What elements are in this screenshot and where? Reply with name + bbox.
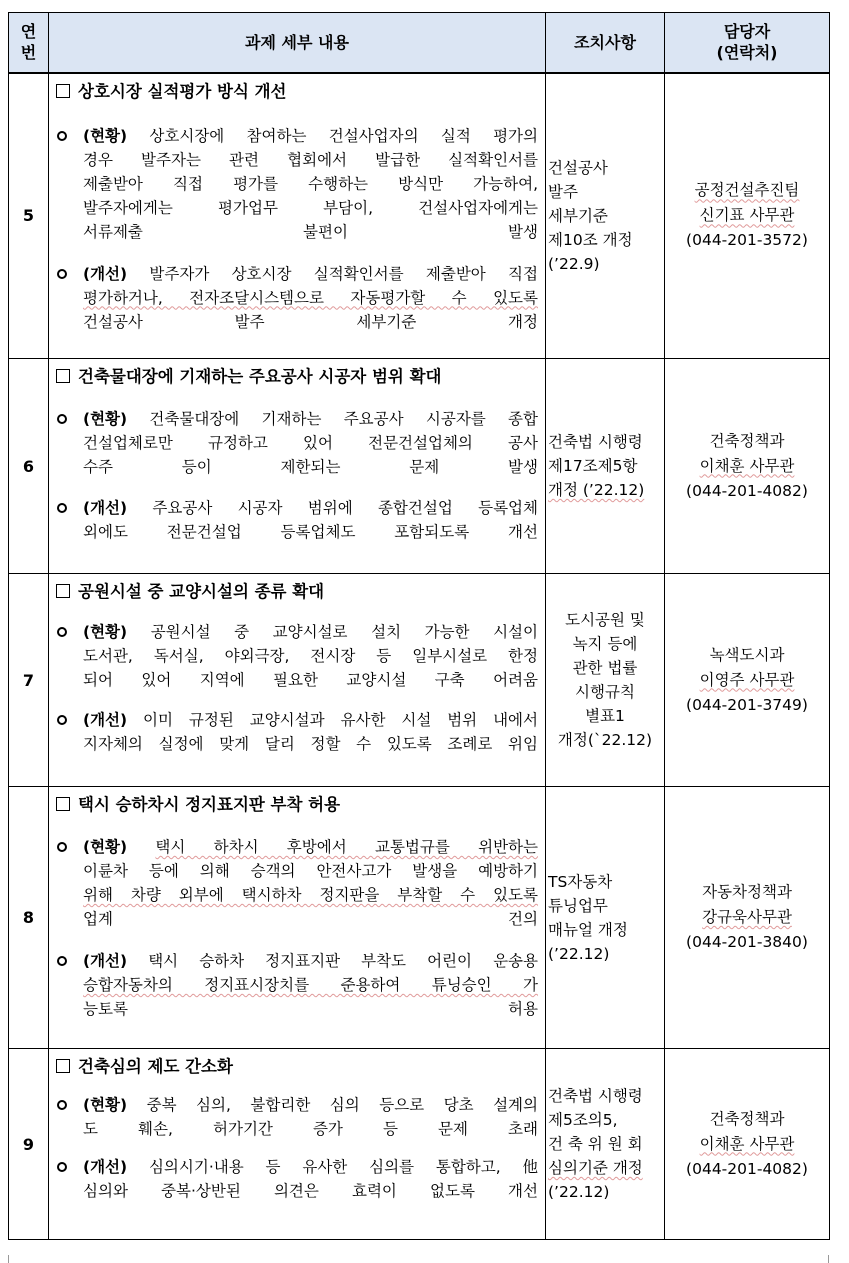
action-line: 건 축 위 원 회: [548, 1135, 643, 1153]
action-line: 제10조 개정: [548, 230, 633, 249]
improve-label: (개선): [83, 711, 128, 729]
improve-line: 평가하거나, 전자조달시스템으로 자동평가할 수 있도록: [83, 288, 538, 307]
checkbox-square-icon: [56, 584, 70, 598]
improvement-bullet: [55, 1155, 538, 1203]
contact-line: (044-201-4082): [686, 1159, 808, 1178]
action-line: TS자동차: [548, 872, 613, 891]
row-number: 8: [9, 787, 49, 1049]
task-detail: [49, 359, 546, 574]
improvement-bullet: [55, 262, 538, 334]
action-line: 매뉴얼 개정: [548, 920, 628, 939]
task-detail: [49, 73, 546, 359]
action-line: 건축법 시행령: [548, 433, 643, 451]
improve-label: (개선): [83, 952, 128, 970]
header-detail: 과제 세부 내용: [49, 13, 546, 73]
task-title: [55, 365, 538, 389]
contact-cell: [665, 73, 830, 359]
improvement-bullet: [55, 496, 538, 544]
table-header-row: [9, 13, 830, 73]
action-line: 건설공사: [548, 158, 608, 177]
contact-line: 이채훈 사무관: [699, 1134, 795, 1153]
contact-line: 건축정책과: [709, 431, 785, 450]
task-title: [55, 580, 538, 604]
improve-line: 주요공사 시공자 범위에 종합건설업 등록업체: [152, 499, 538, 517]
current-line: 상호시장에 참여하는 건설사업자의 실적 평가의: [149, 126, 538, 145]
header-no: 연 번: [9, 13, 49, 73]
header-contact: 담당자 (연락처): [665, 13, 830, 73]
current-label: (현황): [83, 623, 128, 641]
current-line: 공원시설 중 교양시설로 설치 가능한 시설이: [150, 623, 538, 641]
action-cell: [546, 574, 665, 787]
contact-line: 강규욱사무관: [702, 908, 792, 926]
action-cell: [546, 787, 665, 1049]
action-line: (’22.12): [548, 1183, 610, 1201]
improve-line: 심의와 중복·상반된 의견은 효력이 없도록 개선: [83, 1182, 538, 1200]
task-title-text: 공원시설 중 교양시설의 종류 확대: [78, 582, 325, 601]
row-number: 5: [9, 73, 49, 359]
task-title: [55, 80, 538, 104]
current-line: 이륜차 등에 의해 승객의 안전사고가 발생을 예방하기: [83, 862, 538, 880]
row-number: 7: [9, 574, 49, 787]
current-status-bullet: [55, 407, 538, 479]
table-row: [9, 73, 830, 359]
improve-line: 능토록 허용: [83, 1000, 538, 1018]
action-line: 별표1: [585, 707, 625, 725]
contact-line: (044-201-3840): [686, 933, 808, 951]
contact-cell: [665, 574, 830, 787]
task-detail: [49, 1049, 546, 1240]
improve-line: 승합자동차의 정지표시장치를 준용하여 튜닝승인 가: [83, 976, 538, 994]
header-action: 조치사항: [546, 13, 665, 73]
table-row: [9, 787, 830, 1049]
improve-line: 외에도 전문건설업 등록업체도 포함되도록 개선: [83, 523, 538, 541]
current-status-bullet: [55, 124, 538, 244]
action-line: (’22.9): [548, 254, 600, 273]
current-line: 경우 발주자는 관련 협회에서 발급한 실적확인서를: [83, 150, 538, 169]
action-line: 발주: [548, 182, 578, 201]
contact-cell: [665, 1049, 830, 1240]
task-detail: [49, 574, 546, 787]
action-line: 개정 (’22.12): [548, 481, 645, 499]
improve-line: 지자체의 실정에 맞게 달리 정할 수 있도록 조례로 위임: [83, 735, 538, 753]
checkbox-square-icon: [56, 369, 70, 383]
current-label: (현황): [83, 838, 128, 856]
current-line: 택시 하차시 후방에서 교통법규를 위반하는: [155, 838, 538, 856]
current-line: 되어 있어 지역에 필요한 교양시설 구축 어려움: [83, 671, 538, 689]
current-line: 도 훼손, 허가기간 증가 등 문제 초래: [83, 1120, 538, 1138]
contact-cell: [665, 359, 830, 574]
action-line: 심의기준 개정: [548, 1159, 643, 1177]
action-line: 세부기준: [548, 206, 608, 225]
contact-line: (044-201-3749): [686, 695, 808, 714]
improve-line: 발주자가 상호시장 실적확인서를 제출받아 직접: [149, 264, 538, 283]
current-status-bullet: [55, 835, 538, 931]
action-line: 도시공원 및: [565, 611, 645, 629]
current-line: 수주 등이 제한되는 문제 발생: [83, 458, 538, 476]
contact-line: 공정건설추진팀: [694, 181, 800, 200]
contact-cell: [665, 787, 830, 1049]
improve-line: 건설공사 발주 세부기준 개정: [83, 312, 538, 331]
improve-line: 심의시기·내용 등 유사한 심의를 통합하고, 他: [148, 1158, 538, 1176]
action-line: 녹지 등에: [572, 635, 638, 653]
action-cell: [546, 73, 665, 359]
checkbox-square-icon: [56, 797, 70, 811]
checkbox-square-icon: [56, 84, 70, 98]
improve-label: (개선): [83, 264, 128, 283]
improve-line: 이미 규정된 교양시설과 유사한 시설 범위 내에서: [143, 711, 538, 729]
task-title-text: 건축물대장에 기재하는 주요공사 시공자 범위 확대: [78, 367, 442, 386]
contact-line: (044-201-4082): [686, 481, 808, 500]
contact-line: 녹색도시과: [709, 645, 785, 664]
current-label: (현황): [83, 126, 128, 145]
current-line: 건설업체로만 규정하고 있어 전문건설업체의 공사: [83, 434, 538, 452]
current-line: 위해 차량 외부에 택시하차 정지판을 부착할 수 있도록: [83, 886, 538, 904]
improve-label: (개선): [83, 499, 128, 517]
contact-line: 신기표 사무관: [699, 206, 795, 225]
task-title-text: 택시 승하차시 정지표지판 부착 허용: [78, 795, 341, 814]
current-status-bullet: [55, 1093, 538, 1141]
action-line: 시행규칙: [575, 683, 635, 701]
task-title-text: 건축심의 제도 간소화: [78, 1057, 233, 1076]
current-label: (현황): [83, 410, 128, 428]
current-line: 건축물대장에 기재하는 주요공사 시공자를 종합: [149, 410, 538, 428]
action-line: 개정(`22.12): [557, 731, 653, 749]
current-line: 제출받아 직접 평가를 수행하는 방식만 가능하여,: [83, 174, 538, 193]
task-detail: [49, 787, 546, 1049]
action-line: 튜닝업무: [548, 896, 608, 915]
action-line: (’22.12): [548, 944, 610, 963]
action-line: 관한 법률: [572, 659, 638, 677]
action-line: 제17조제5항: [548, 457, 638, 475]
current-line: 업계 건의: [83, 910, 538, 928]
action-cell: [546, 359, 665, 574]
current-line: 서류제출 불편이 발생: [83, 222, 538, 241]
current-status-bullet: [55, 620, 538, 692]
task-table: [8, 12, 830, 1240]
contact-line: 이채훈 사무관: [699, 456, 795, 475]
action-line: 건축법 시행령: [548, 1087, 643, 1105]
improve-label: (개선): [83, 1158, 128, 1176]
current-line: 도서관, 독서실, 야외극장, 전시장 등 일부시설로 한정: [83, 647, 538, 665]
checkbox-square-icon: [56, 1059, 70, 1073]
contact-line: 자동차정책과: [702, 883, 792, 901]
improvement-bullet: [55, 708, 538, 756]
task-title: [55, 1055, 538, 1079]
action-cell: [546, 1049, 665, 1240]
task-title-text: 상호시장 실적평가 방식 개선: [78, 81, 287, 101]
task-title: [55, 793, 538, 817]
contact-line: 이영주 사무관: [699, 670, 795, 689]
table-row: [9, 1049, 830, 1240]
row-number: 6: [9, 359, 49, 574]
improvement-bullet: [55, 949, 538, 1021]
action-line: 제5조의5,: [548, 1111, 618, 1129]
table-row: [9, 574, 830, 787]
table-row: [9, 359, 830, 574]
current-label: (현황): [83, 1096, 128, 1114]
page-corner-mark-left: [8, 1255, 9, 1263]
page-corner-mark-right: [828, 1255, 829, 1263]
improve-line: 택시 승하차 정지표지판 부착도 어린이 운송용: [148, 952, 538, 970]
current-line: 중복 심의, 불합리한 심의 등으로 당초 설계의: [146, 1096, 538, 1114]
contact-line: 건축정책과: [709, 1109, 785, 1128]
contact-line: (044-201-3572): [686, 231, 808, 250]
row-number: 9: [9, 1049, 49, 1240]
current-line: 발주자에게는 평가업무 부담이, 건설사업자에게는: [83, 198, 538, 217]
